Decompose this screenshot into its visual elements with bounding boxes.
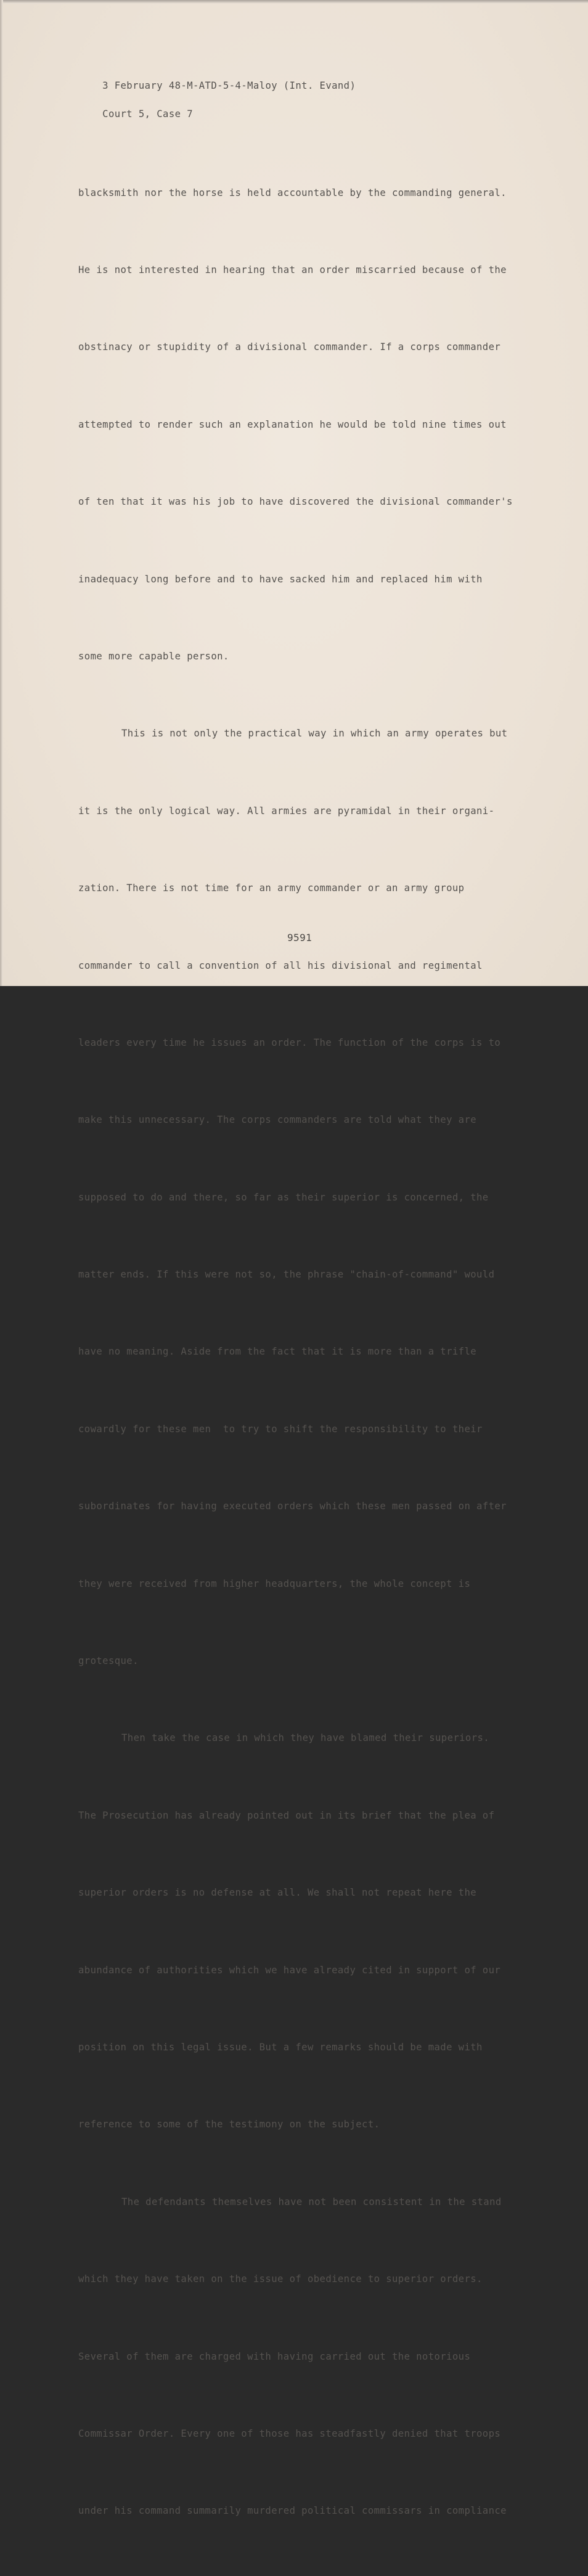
body-line-27: The defendants themselves have not been consistent in the stand: [121, 2196, 502, 2207]
header-court-line: Court 5, Case 7: [102, 108, 193, 120]
body-line-31: under his command summarily murdered political commissars in compliance: [78, 2505, 507, 2517]
body-line-3: obstinacy or stupidity of a divisional commander. If a corps commander: [78, 341, 501, 353]
body-line-17: cowardly for these men to try to shift the responsibility to their: [78, 1423, 483, 1435]
body-line-5: of ten that it was his job to have discovered the divisional commander's: [78, 496, 513, 508]
body-line-28: which they have taken on the issue of obedience to superior orders.: [78, 2273, 483, 2285]
body-line-18: subordinates for having executed orders which these men passed on after: [78, 1501, 507, 1512]
body-line-10: zation. There is not time for an army commander or an army group: [78, 882, 465, 894]
document-header: [78, 65, 356, 136]
body-line-19: they were received from higher headquarters, the whole concept is: [78, 1578, 471, 1589]
body-line-2: He is not interested in hearing that an order miscarried because of the: [78, 264, 507, 275]
body-line-4: attempted to render such an explanation he would be told nine times out: [78, 418, 507, 430]
body-line-6: inadequacy long before and to have sacked him and replaced him with: [78, 573, 483, 585]
body-line-8: This is not only the practical way in which an army operates but: [121, 728, 508, 740]
body-line-23: superior orders is no defense at all. We shall not repeat here the: [78, 1887, 477, 1899]
body-line-21: Then take the case in which they have blamed their superiors.: [121, 1732, 490, 1744]
body-line-13: make this unnecessary. The corps commanders are told what they are: [78, 1114, 477, 1126]
body-line-11: commander to call a convention of all his divisional and regimental: [78, 960, 483, 971]
body-line-12: leaders every time he issues an order. The function of the corps is to: [78, 1037, 501, 1048]
body-line-24: abundance of authorities which we have already cited in support of our: [78, 1964, 501, 1976]
body-line-25: position on this legal issue. But a few remarks should be made with: [78, 2041, 483, 2053]
body-line-20: grotesque.: [78, 1655, 139, 1667]
body-line-7: some more capable person.: [78, 650, 229, 662]
body-line-1: blacksmith nor the horse is held accountable by the commanding general.: [78, 187, 507, 198]
header-date-line: 3 February 48-M-ATD-5-4-Maloy (Int. Evand): [102, 80, 356, 91]
page-top-edge: [0, 0, 588, 4]
body-line-16: have no meaning. Aside from the fact that it is more than a trifle: [78, 1346, 477, 1358]
body-line-30: Commissar Order. Every one of those has steadfastly denied that troops: [78, 2427, 501, 2439]
page-number: 9591: [287, 932, 312, 944]
body-text: [78, 129, 513, 2576]
body-line-14: supposed to do and there, so far as their superior is concerned, the: [78, 1191, 489, 1203]
body-line-9: it is the only logical way. All armies are pyramidal in their organi-: [78, 805, 495, 817]
body-line-29: Several of them are charged with having carried out the notorious: [78, 2350, 471, 2362]
body-line-15: matter ends. If this were not so, the phrase "chain-of-command" would: [78, 1269, 495, 1281]
page-left-edge: [0, 0, 3, 986]
body-line-26: reference to some of the testimony on the subject.: [78, 2119, 380, 2130]
body-line-22: The Prosecution has already pointed out in its brief that the plea of: [78, 1809, 495, 1821]
